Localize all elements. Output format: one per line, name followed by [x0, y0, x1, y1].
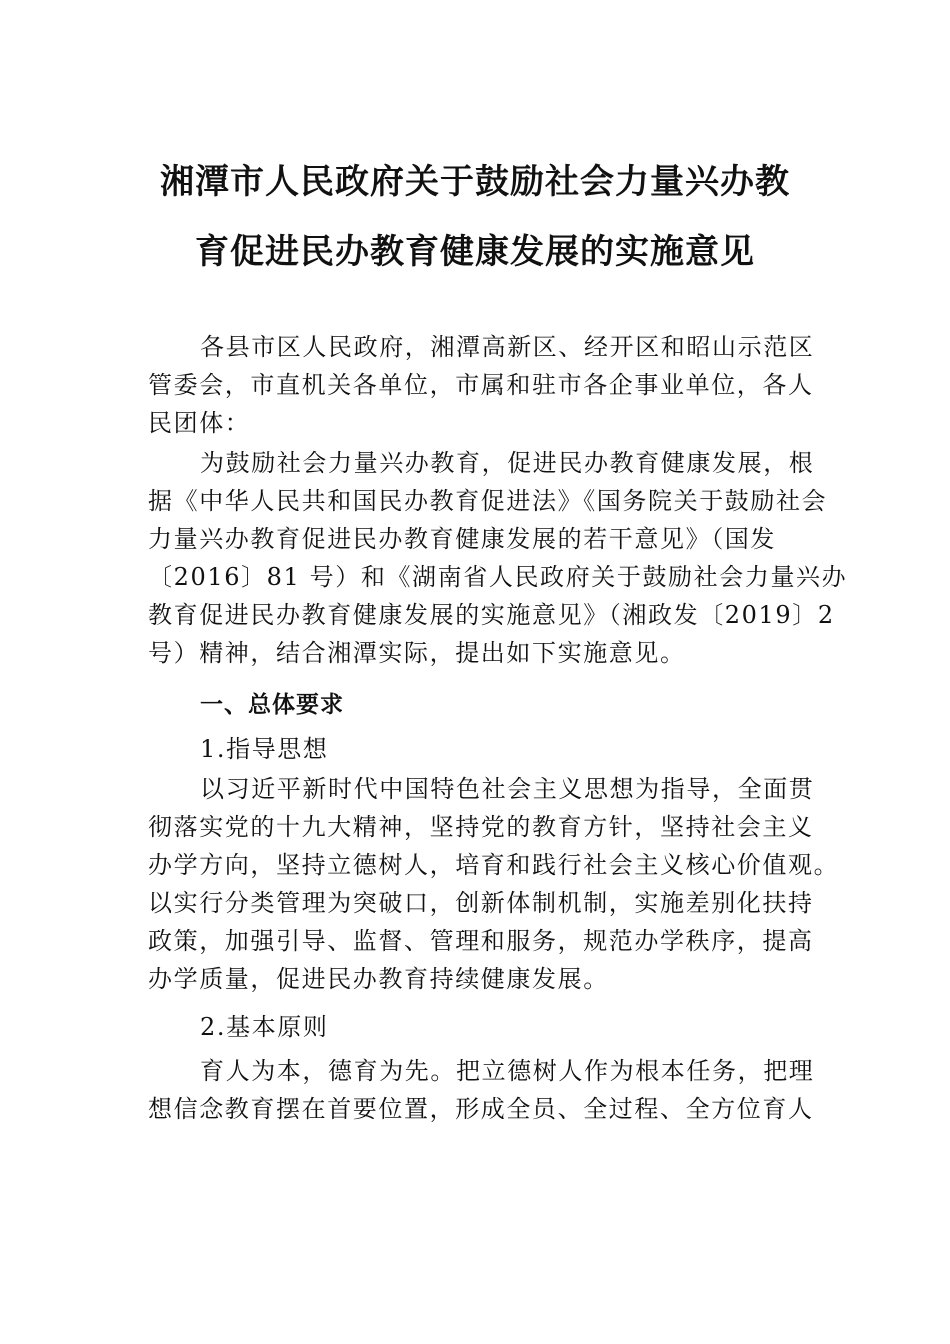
addressee-paragraph [148, 328, 815, 442]
paragraph-line: 办学方向，坚持立德树人，培育和践行社会主义核心价值观。 [148, 851, 840, 879]
intro-line: 据《中华人民共和国民办教育促进法》《国务院关于鼓励社会 [148, 487, 828, 515]
intro-line: 力量兴办教育促进民办教育健康发展的若干意见》（国发 [148, 525, 776, 553]
paragraph-line: 办学质量，促进民办教育持续健康发展。 [148, 965, 609, 993]
section-heading: 一、总体要求 [200, 692, 344, 718]
intro-line: 为鼓励社会力量兴办教育，促进民办教育健康发展，根 [200, 449, 815, 477]
paragraph-line: 以习近平新时代中国特色社会主义思想为指导，全面贯 [200, 775, 815, 803]
addressee-line: 管委会，市直机关各单位，市属和驻市各企事业单位，各人 [148, 371, 814, 399]
basic-principles-paragraph [148, 1052, 815, 1128]
intro-paragraph [148, 444, 848, 672]
document-title-line-2: 育促进民办教育健康发展的实施意见 [195, 232, 755, 272]
guiding-ideology-paragraph [148, 770, 840, 998]
addressee-line: 各县市区人民政府，湘潭高新区、经开区和昭山示范区 [200, 333, 815, 361]
subsection-2-heading-block [148, 1008, 808, 1046]
subsection-heading: 1.指导思想 [200, 735, 329, 763]
section-1-heading-block [148, 686, 808, 724]
document-title-line-1: 湘潭市人民政府关于鼓励社会力量兴办教 [160, 162, 790, 202]
paragraph-line: 想信念教育摆在首要位置，形成全员、全过程、全方位育人 [148, 1095, 814, 1123]
intro-line: 号）精神，结合湘潭实际，提出如下实施意见。 [148, 639, 686, 667]
subsection-heading: 2.基本原则 [200, 1013, 329, 1041]
paragraph-line: 彻落实党的十九大精神，坚持党的教育方针，坚持社会主义 [148, 813, 814, 841]
paragraph-line: 以实行分类管理为突破口，创新体制机制，实施差别化扶持 [148, 889, 814, 917]
subsection-1-heading-block [148, 730, 808, 768]
addressee-line: 民团体： [148, 409, 251, 437]
intro-line: 教育促进民办教育健康发展的实施意见》（湘政发〔2019〕2 [148, 601, 835, 629]
paragraph-line: 政策，加强引导、监督、管理和服务，规范办学秩序，提高 [148, 927, 814, 955]
intro-line: 〔2016〕81 号）和《湖南省人民政府关于鼓励社会力量兴办 [148, 563, 848, 591]
paragraph-line: 育人为本，德育为先。把立德树人作为根本任务，把理 [200, 1057, 815, 1085]
